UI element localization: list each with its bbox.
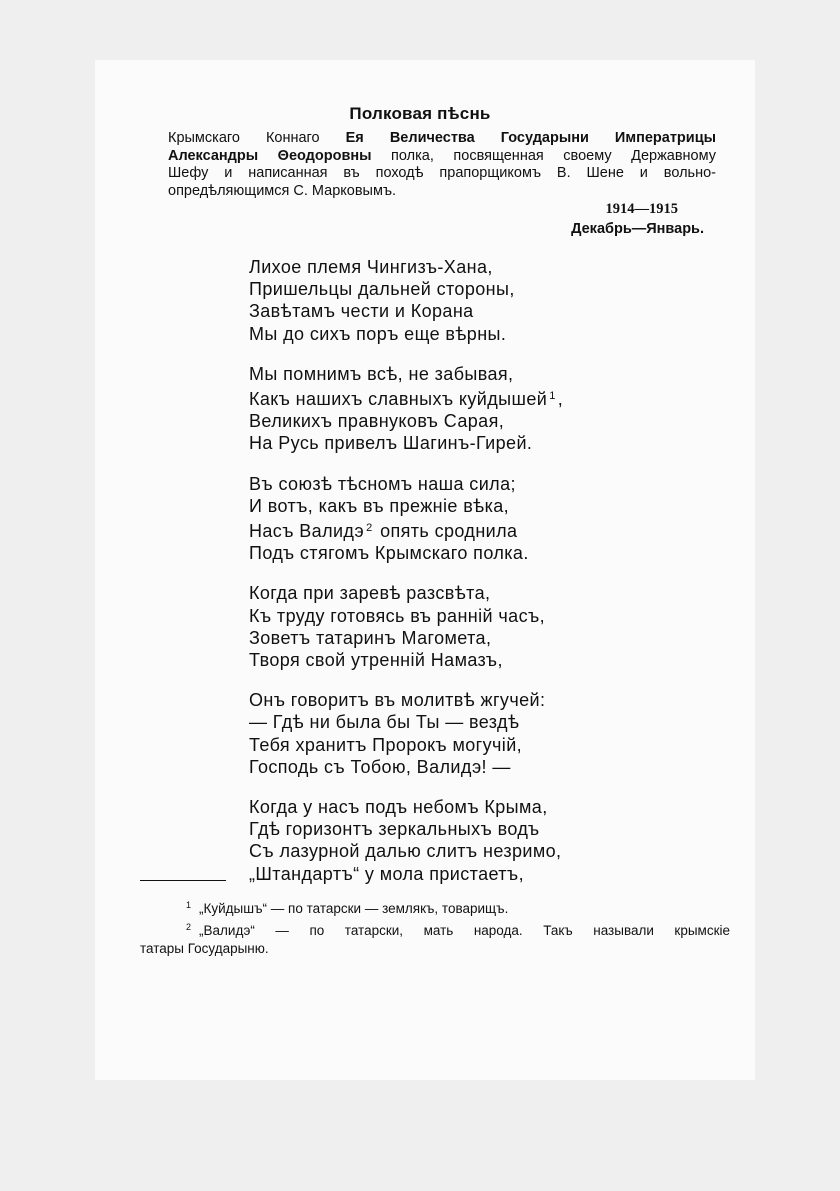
poem-line: Тебя хранитъ Пророкъ могучiй, [249, 734, 523, 755]
poem-line: Господь съ Тобою, Валидэ! — [249, 756, 511, 777]
date-block [571, 199, 704, 239]
stanza [249, 582, 563, 671]
poem-line: Мы до сихъ поръ еще вѣрны. [249, 323, 507, 344]
poem-line-text: опять сроднила [380, 521, 518, 542]
footnote-2 [140, 918, 730, 940]
footnote-ref-1: 1 [549, 390, 556, 403]
stanza [249, 363, 563, 455]
poem-line: И вотъ, какъ въ прежніе вѣка, [249, 495, 510, 516]
months: Декабрь—Январь. [571, 221, 704, 237]
years: 1914—1915 [605, 201, 678, 217]
stanza [249, 473, 563, 565]
subtitle-line-4: опредѣляющимся С. Марковымъ. [168, 182, 397, 199]
poem-line: Мы помнимъ всѣ, не забывая, [249, 363, 514, 384]
poem-line: Гдѣ горизонтъ зеркальныхъ водъ [249, 819, 540, 840]
poem [249, 256, 563, 903]
stanza [249, 689, 563, 778]
poem-line: Творя свой утреннiй Намазъ, [249, 650, 503, 671]
subtitle-text: полка, посвященная своему Державному [371, 147, 716, 164]
footnote-ref-2: 2 [366, 522, 373, 535]
stanza [249, 796, 563, 885]
poem-line: Въ союзѣ тѣсномъ наша сила; [249, 473, 516, 494]
footnotes [140, 896, 730, 958]
footnote-divider [140, 880, 226, 881]
poem-line: „Штандартъ“ у мола пристаетъ, [249, 863, 524, 884]
poem-line: Зоветъ татаринъ Магомета, [249, 627, 492, 648]
footnote-text: „Валидэ“ — по татарски, мать народа. Такъ называли крымскiе [199, 923, 730, 938]
poem-line: Какъ нашихъ славныхъ куйдышей $^1$ , [249, 389, 564, 410]
subtitle [168, 130, 716, 200]
poem-line: Когда при заревѣ разсвѣта, [249, 583, 491, 604]
footnote-1 [140, 896, 730, 918]
poem-line: Когда у насъ подъ небомъ Крыма, [249, 797, 548, 818]
poem-line: Къ труду готовясь въ раннiй часъ, [249, 605, 546, 626]
poem-line: Подъ стягомъ Крымскаго полка. [249, 543, 529, 564]
poem-line-text: Какъ нашихъ славныхъ куйдышей [249, 389, 548, 410]
poem-line: Лихое племя Чингизъ-Хана, [249, 257, 493, 277]
footnote-mark: 1 [186, 900, 192, 910]
subtitle-bold-text: Александры Θеодоровны [168, 147, 372, 164]
stanza [249, 256, 563, 345]
footnote-mark: 2 [186, 922, 192, 932]
poem-line: — Гдѣ ни была бы Ты — вездѣ [249, 712, 520, 733]
footnote-text: „Куйдышъ“ — по татарски — землякъ, товарищъ. [199, 901, 509, 916]
poem-line: Онъ говоритъ въ молитвѣ жгучей: [249, 690, 546, 711]
poem-line-text: Насъ Валидэ [249, 521, 365, 542]
subtitle-bold-text: Ея Величества Государыни Императрицы [345, 130, 716, 146]
subtitle-text: Крымскаго Коннаго [168, 130, 346, 146]
page-title: Полковая пѣснь [349, 104, 491, 123]
subtitle-line-2 [168, 148, 716, 166]
poem-line [249, 517, 563, 542]
poem-line: На Русь привелъ Шагинъ-Гирей. [249, 433, 533, 454]
poem-line: Съ лазурной далью слитъ незримо, [249, 841, 562, 862]
subtitle-line-3: Шефу и написанная въ походѣ прапорщикомъ В. Шене и вольно- [168, 165, 716, 181]
footnote-2-continuation: татары Государыню. [140, 941, 269, 956]
poem-line: Великихъ правнуковъ Сарая, [249, 411, 505, 432]
subtitle-line-1 [168, 130, 716, 148]
poem-line: Завѣтамъ чести и Корана [249, 301, 474, 322]
poem-line: Пришельцы дальней стороны, [249, 279, 515, 300]
